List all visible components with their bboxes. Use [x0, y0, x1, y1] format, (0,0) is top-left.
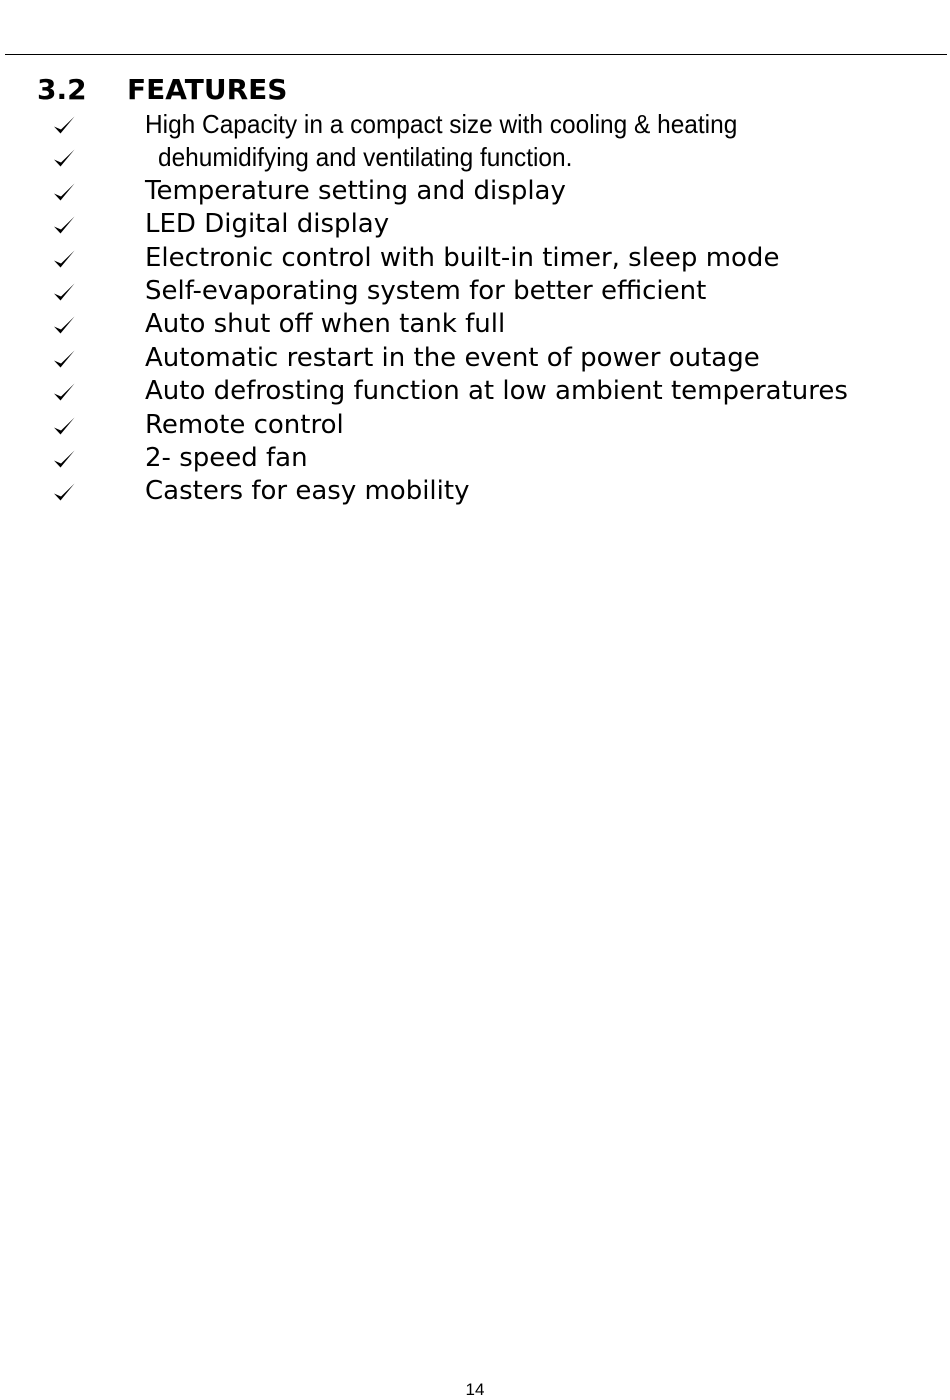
checkmark-icon	[52, 381, 76, 403]
checkmark-icon	[52, 181, 76, 203]
feature-list	[0, 108, 950, 509]
feature-item	[0, 108, 950, 141]
feature-item	[0, 208, 950, 241]
page-number: 14	[465, 1380, 485, 1399]
feature-text: LED Digital display	[145, 209, 390, 240]
section-title: FEATURES	[127, 73, 288, 106]
section-number: 3.2	[37, 73, 87, 106]
section-heading	[37, 72, 287, 108]
feature-item	[0, 175, 950, 208]
checkmark-icon	[52, 448, 76, 470]
feature-item	[0, 409, 950, 442]
checkmark-icon	[52, 214, 76, 236]
checkmark-icon	[52, 114, 76, 136]
feature-item	[0, 475, 950, 508]
feature-item	[0, 342, 950, 375]
checkmark-icon	[52, 281, 76, 303]
feature-text: Automatic restart in the event of power outage	[145, 342, 760, 373]
feature-text: Self-evaporating system for better efficient	[145, 275, 707, 306]
header-rule	[5, 54, 947, 55]
checkmark-icon	[52, 314, 76, 336]
feature-item	[0, 375, 950, 408]
feature-item	[0, 442, 950, 475]
feature-text: 2- speed fan	[145, 442, 308, 473]
feature-text: Auto shut off when tank full	[145, 309, 506, 340]
feature-item	[0, 242, 950, 275]
feature-text: Remote control	[145, 409, 344, 440]
feature-item	[0, 275, 950, 308]
feature-text: High Capacity in a compact size with cooling & heating	[145, 109, 738, 139]
checkmark-icon	[52, 348, 76, 370]
feature-text: Electronic control with built-in timer, sleep mode	[145, 242, 780, 273]
checkmark-icon	[52, 415, 76, 437]
checkmark-icon	[52, 481, 76, 503]
checkmark-icon	[52, 147, 76, 169]
feature-text: Casters for easy mobility	[145, 476, 470, 507]
feature-text: dehumidifying and ventilating function.	[158, 142, 573, 173]
feature-text: Temperature setting and display	[145, 175, 566, 206]
feature-item	[0, 141, 950, 174]
checkmark-icon	[52, 248, 76, 270]
feature-item	[0, 308, 950, 341]
feature-text: Auto defrosting function at low ambient temperatures	[145, 376, 848, 407]
